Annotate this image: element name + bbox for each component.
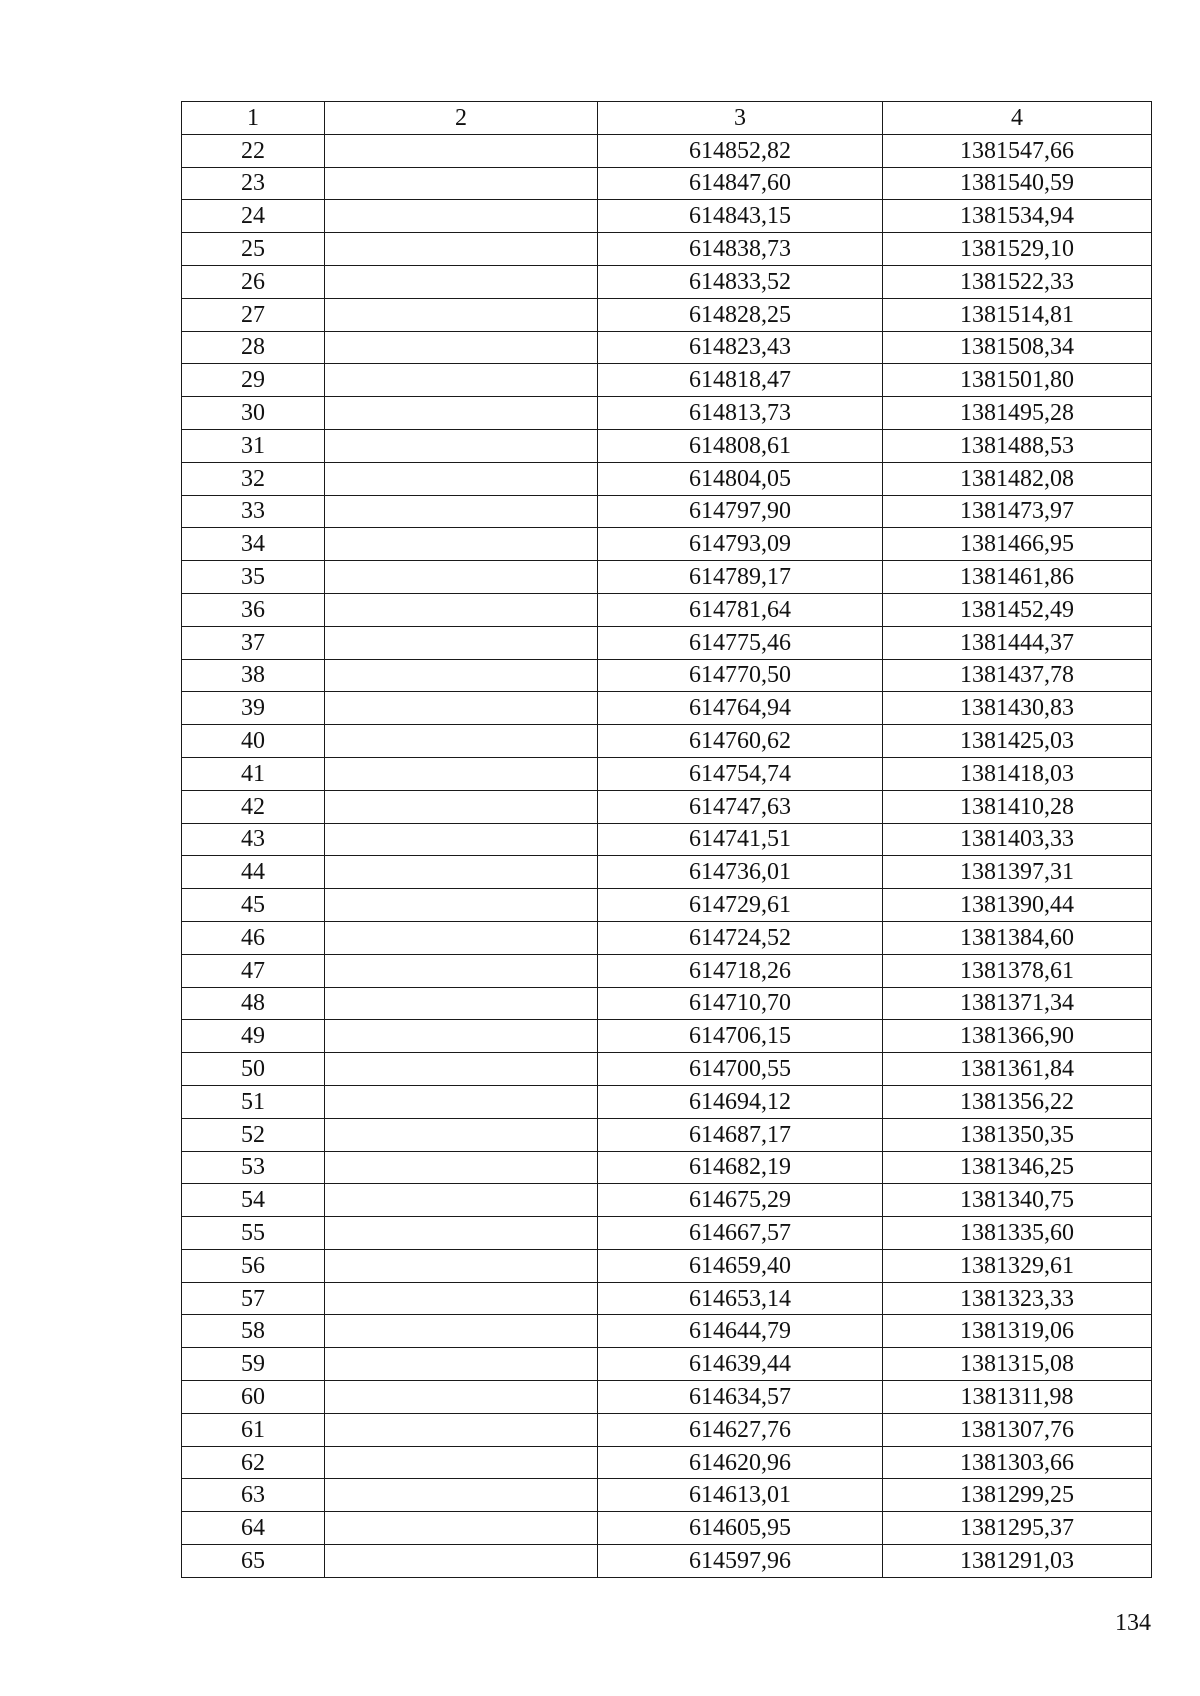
coordinate-x-cell: 614775,46	[598, 626, 883, 659]
table-row	[182, 1118, 1152, 1151]
table-row	[182, 1151, 1152, 1184]
empty-cell	[325, 823, 598, 856]
empty-cell	[325, 692, 598, 725]
empty-cell	[325, 1053, 598, 1086]
row-number-cell: 60	[182, 1381, 325, 1414]
row-number-cell: 33	[182, 495, 325, 528]
empty-cell	[325, 1151, 598, 1184]
coordinate-x-cell: 614852,82	[598, 134, 883, 167]
column-header-1: 1	[182, 102, 325, 135]
table-row	[182, 725, 1152, 758]
coordinate-x-cell: 614605,95	[598, 1512, 883, 1545]
coordinate-y-cell: 1381547,66	[883, 134, 1152, 167]
coordinate-x-cell: 614781,64	[598, 593, 883, 626]
empty-cell	[325, 987, 598, 1020]
empty-cell	[325, 134, 598, 167]
coordinate-y-cell: 1381384,60	[883, 921, 1152, 954]
coordinate-x-cell: 614797,90	[598, 495, 883, 528]
coordinate-y-cell: 1381501,80	[883, 364, 1152, 397]
coordinate-x-cell: 614597,96	[598, 1545, 883, 1578]
table-row	[182, 659, 1152, 692]
coordinate-x-cell: 614823,43	[598, 331, 883, 364]
empty-cell	[325, 397, 598, 430]
row-number-cell: 39	[182, 692, 325, 725]
coordinate-x-cell: 614847,60	[598, 167, 883, 200]
empty-cell	[325, 1512, 598, 1545]
empty-cell	[325, 1020, 598, 1053]
table-row	[182, 692, 1152, 725]
coordinate-x-cell: 614729,61	[598, 889, 883, 922]
coordinate-y-cell: 1381390,44	[883, 889, 1152, 922]
coordinate-y-cell: 1381540,59	[883, 167, 1152, 200]
empty-cell	[325, 528, 598, 561]
coordinate-y-cell: 1381340,75	[883, 1184, 1152, 1217]
coordinate-x-cell: 614706,15	[598, 1020, 883, 1053]
table-row	[182, 593, 1152, 626]
row-number-cell: 46	[182, 921, 325, 954]
table-row	[182, 134, 1152, 167]
empty-cell	[325, 331, 598, 364]
coordinate-y-cell: 1381346,25	[883, 1151, 1152, 1184]
table-row	[182, 856, 1152, 889]
row-number-cell: 59	[182, 1348, 325, 1381]
coordinate-x-cell: 614764,94	[598, 692, 883, 725]
coordinate-x-cell: 614808,61	[598, 429, 883, 462]
coordinate-y-cell: 1381350,35	[883, 1118, 1152, 1151]
table-row	[182, 167, 1152, 200]
coordinate-y-cell: 1381361,84	[883, 1053, 1152, 1086]
table-row	[182, 889, 1152, 922]
row-number-cell: 55	[182, 1217, 325, 1250]
coordinate-y-cell: 1381466,95	[883, 528, 1152, 561]
coordinate-y-cell: 1381534,94	[883, 200, 1152, 233]
table-header	[182, 102, 1152, 135]
row-number-cell: 49	[182, 1020, 325, 1053]
table-row	[182, 1217, 1152, 1250]
coordinate-x-cell: 614770,50	[598, 659, 883, 692]
row-number-cell: 38	[182, 659, 325, 692]
table-row	[182, 790, 1152, 823]
table-row	[182, 429, 1152, 462]
empty-cell	[325, 626, 598, 659]
row-number-cell: 27	[182, 298, 325, 331]
coordinate-x-cell: 614639,44	[598, 1348, 883, 1381]
table-row	[182, 298, 1152, 331]
coordinate-y-cell: 1381291,03	[883, 1545, 1152, 1578]
row-number-cell: 24	[182, 200, 325, 233]
table-row	[182, 954, 1152, 987]
row-number-cell: 36	[182, 593, 325, 626]
empty-cell	[325, 954, 598, 987]
coordinate-y-cell: 1381482,08	[883, 462, 1152, 495]
row-number-cell: 26	[182, 265, 325, 298]
coordinate-x-cell: 614694,12	[598, 1085, 883, 1118]
coordinate-x-cell: 614804,05	[598, 462, 883, 495]
coordinate-y-cell: 1381299,25	[883, 1479, 1152, 1512]
row-number-cell: 29	[182, 364, 325, 397]
empty-cell	[325, 1315, 598, 1348]
coordinate-y-cell: 1381315,08	[883, 1348, 1152, 1381]
empty-cell	[325, 1348, 598, 1381]
empty-cell	[325, 725, 598, 758]
table-row	[182, 1446, 1152, 1479]
coordinate-y-cell: 1381452,49	[883, 593, 1152, 626]
row-number-cell: 54	[182, 1184, 325, 1217]
coordinate-x-cell: 614818,47	[598, 364, 883, 397]
coordinate-x-cell: 614736,01	[598, 856, 883, 889]
empty-cell	[325, 298, 598, 331]
row-number-cell: 37	[182, 626, 325, 659]
row-number-cell: 30	[182, 397, 325, 430]
row-number-cell: 41	[182, 757, 325, 790]
row-number-cell: 43	[182, 823, 325, 856]
table-row	[182, 1249, 1152, 1282]
table-row	[182, 1479, 1152, 1512]
coordinate-y-cell: 1381514,81	[883, 298, 1152, 331]
coordinate-x-cell: 614747,63	[598, 790, 883, 823]
coordinate-x-cell: 614667,57	[598, 1217, 883, 1250]
row-number-cell: 47	[182, 954, 325, 987]
coordinate-x-cell: 614760,62	[598, 725, 883, 758]
coordinate-y-cell: 1381335,60	[883, 1217, 1152, 1250]
page-number: 134	[1115, 1610, 1151, 1636]
row-number-cell: 50	[182, 1053, 325, 1086]
row-number-cell: 56	[182, 1249, 325, 1282]
table-row	[182, 462, 1152, 495]
coordinate-y-cell: 1381495,28	[883, 397, 1152, 430]
coordinate-y-cell: 1381323,33	[883, 1282, 1152, 1315]
row-number-cell: 31	[182, 429, 325, 462]
coordinate-x-cell: 614653,14	[598, 1282, 883, 1315]
table-row	[182, 495, 1152, 528]
coordinate-x-cell: 614613,01	[598, 1479, 883, 1512]
row-number-cell: 35	[182, 561, 325, 594]
empty-cell	[325, 1217, 598, 1250]
table-row	[182, 1348, 1152, 1381]
table-row	[182, 397, 1152, 430]
empty-cell	[325, 561, 598, 594]
coordinate-y-cell: 1381437,78	[883, 659, 1152, 692]
coordinate-y-cell: 1381311,98	[883, 1381, 1152, 1414]
row-number-cell: 57	[182, 1282, 325, 1315]
coordinate-y-cell: 1381371,34	[883, 987, 1152, 1020]
coordinate-x-cell: 614687,17	[598, 1118, 883, 1151]
coordinate-y-cell: 1381356,22	[883, 1085, 1152, 1118]
table-row	[182, 331, 1152, 364]
coordinate-y-cell: 1381378,61	[883, 954, 1152, 987]
row-number-cell: 23	[182, 167, 325, 200]
coordinate-y-cell: 1381461,86	[883, 561, 1152, 594]
coordinate-x-cell: 614659,40	[598, 1249, 883, 1282]
empty-cell	[325, 265, 598, 298]
row-number-cell: 25	[182, 233, 325, 266]
empty-cell	[325, 757, 598, 790]
table-row	[182, 1381, 1152, 1414]
coordinate-y-cell: 1381307,76	[883, 1413, 1152, 1446]
coordinate-y-cell: 1381397,31	[883, 856, 1152, 889]
table-row	[182, 561, 1152, 594]
table-row	[182, 626, 1152, 659]
coordinate-y-cell: 1381366,90	[883, 1020, 1152, 1053]
coordinate-x-cell: 614838,73	[598, 233, 883, 266]
coordinate-y-cell: 1381410,28	[883, 790, 1152, 823]
coordinate-x-cell: 614620,96	[598, 1446, 883, 1479]
empty-cell	[325, 200, 598, 233]
empty-cell	[325, 1184, 598, 1217]
coordinate-x-cell: 614724,52	[598, 921, 883, 954]
coordinate-y-cell: 1381473,97	[883, 495, 1152, 528]
empty-cell	[325, 462, 598, 495]
row-number-cell: 58	[182, 1315, 325, 1348]
empty-cell	[325, 593, 598, 626]
empty-cell	[325, 659, 598, 692]
coordinate-y-cell: 1381522,33	[883, 265, 1152, 298]
coordinate-x-cell: 614741,51	[598, 823, 883, 856]
row-number-cell: 53	[182, 1151, 325, 1184]
empty-cell	[325, 1249, 598, 1282]
coordinate-y-cell: 1381295,37	[883, 1512, 1152, 1545]
table-row	[182, 1282, 1152, 1315]
table-body	[182, 134, 1152, 1577]
column-header-3: 3	[598, 102, 883, 135]
empty-cell	[325, 1282, 598, 1315]
row-number-cell: 65	[182, 1545, 325, 1578]
table-row	[182, 823, 1152, 856]
row-number-cell: 52	[182, 1118, 325, 1151]
empty-cell	[325, 233, 598, 266]
table-row	[182, 1184, 1152, 1217]
coordinate-y-cell: 1381430,83	[883, 692, 1152, 725]
row-number-cell: 64	[182, 1512, 325, 1545]
table-row	[182, 233, 1152, 266]
empty-cell	[325, 1085, 598, 1118]
column-header-4: 4	[883, 102, 1152, 135]
table-row	[182, 921, 1152, 954]
coordinate-x-cell: 614813,73	[598, 397, 883, 430]
coordinate-y-cell: 1381444,37	[883, 626, 1152, 659]
coordinate-x-cell: 614718,26	[598, 954, 883, 987]
coordinate-y-cell: 1381303,66	[883, 1446, 1152, 1479]
coordinate-x-cell: 614644,79	[598, 1315, 883, 1348]
coordinate-y-cell: 1381403,33	[883, 823, 1152, 856]
empty-cell	[325, 167, 598, 200]
row-number-cell: 32	[182, 462, 325, 495]
empty-cell	[325, 495, 598, 528]
table-row	[182, 1413, 1152, 1446]
coordinate-x-cell: 614828,25	[598, 298, 883, 331]
empty-cell	[325, 1446, 598, 1479]
coordinate-x-cell: 614754,74	[598, 757, 883, 790]
coordinate-x-cell: 614843,15	[598, 200, 883, 233]
row-number-cell: 28	[182, 331, 325, 364]
table-row	[182, 528, 1152, 561]
table-row	[182, 1085, 1152, 1118]
table-row	[182, 1053, 1152, 1086]
table-row	[182, 1512, 1152, 1545]
row-number-cell: 44	[182, 856, 325, 889]
empty-cell	[325, 1479, 598, 1512]
coordinate-y-cell: 1381418,03	[883, 757, 1152, 790]
coordinate-y-cell: 1381319,06	[883, 1315, 1152, 1348]
table-row	[182, 1315, 1152, 1348]
header-row	[182, 102, 1152, 135]
coordinate-x-cell: 614833,52	[598, 265, 883, 298]
empty-cell	[325, 889, 598, 922]
coordinate-x-cell: 614700,55	[598, 1053, 883, 1086]
empty-cell	[325, 790, 598, 823]
row-number-cell: 62	[182, 1446, 325, 1479]
table-row	[182, 200, 1152, 233]
empty-cell	[325, 921, 598, 954]
coordinate-y-cell: 1381529,10	[883, 233, 1152, 266]
empty-cell	[325, 856, 598, 889]
empty-cell	[325, 429, 598, 462]
coordinate-x-cell: 614789,17	[598, 561, 883, 594]
column-header-2: 2	[325, 102, 598, 135]
table-row	[182, 265, 1152, 298]
coordinate-x-cell: 614627,76	[598, 1413, 883, 1446]
table-row	[182, 987, 1152, 1020]
table-row	[182, 757, 1152, 790]
row-number-cell: 40	[182, 725, 325, 758]
row-number-cell: 51	[182, 1085, 325, 1118]
coordinate-y-cell: 1381425,03	[883, 725, 1152, 758]
empty-cell	[325, 364, 598, 397]
row-number-cell: 45	[182, 889, 325, 922]
coordinate-x-cell: 614682,19	[598, 1151, 883, 1184]
coordinate-y-cell: 1381508,34	[883, 331, 1152, 364]
table-row	[182, 364, 1152, 397]
coordinate-x-cell: 614675,29	[598, 1184, 883, 1217]
coordinate-y-cell: 1381488,53	[883, 429, 1152, 462]
row-number-cell: 42	[182, 790, 325, 823]
coordinate-x-cell: 614793,09	[598, 528, 883, 561]
coordinates-table	[181, 101, 1152, 1578]
table-row	[182, 1020, 1152, 1053]
row-number-cell: 34	[182, 528, 325, 561]
empty-cell	[325, 1545, 598, 1578]
coordinate-y-cell: 1381329,61	[883, 1249, 1152, 1282]
empty-cell	[325, 1381, 598, 1414]
row-number-cell: 63	[182, 1479, 325, 1512]
row-number-cell: 22	[182, 134, 325, 167]
row-number-cell: 48	[182, 987, 325, 1020]
coordinate-x-cell: 614634,57	[598, 1381, 883, 1414]
row-number-cell: 61	[182, 1413, 325, 1446]
coordinate-x-cell: 614710,70	[598, 987, 883, 1020]
empty-cell	[325, 1118, 598, 1151]
empty-cell	[325, 1413, 598, 1446]
table-row	[182, 1545, 1152, 1578]
